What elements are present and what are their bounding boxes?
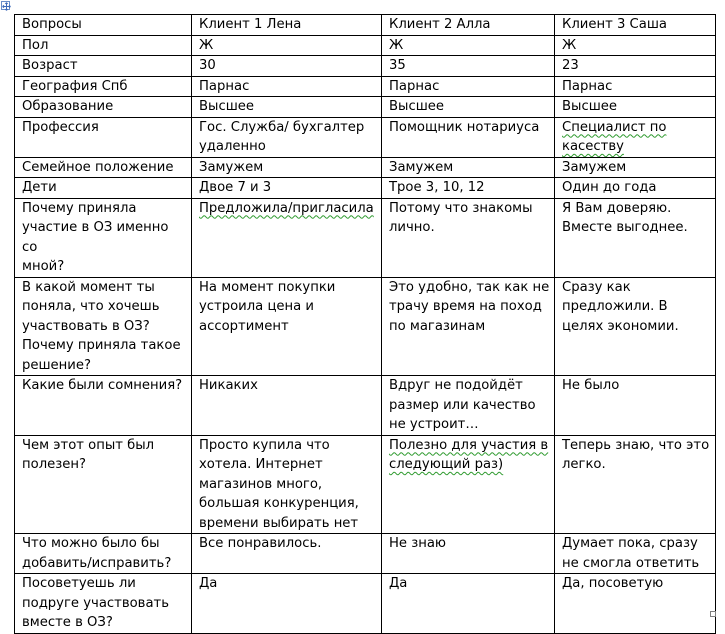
table-header-row: [15, 15, 716, 36]
table-row: [15, 198, 716, 277]
answer-cell[interactable]: Да: [192, 574, 382, 634]
answer-cell[interactable]: Я Вам доверяю. Вместе выгоднее.: [555, 198, 716, 277]
answer-cell[interactable]: Ж: [555, 35, 716, 56]
question-cell[interactable]: Посоветуешь ли подруге участвовать вместе в ОЗ?: [15, 574, 192, 634]
question-cell[interactable]: Почему приняла участие в ОЗ именно со мной?: [15, 198, 192, 277]
question-cell[interactable]: Образование: [15, 97, 192, 118]
answer-cell[interactable]: Полезно для участия в следующий раз): [382, 435, 555, 534]
answer-cell[interactable]: Гос. Служба/ бухгалтер удаленно: [192, 117, 382, 157]
answer-cell[interactable]: Никаких: [192, 376, 382, 436]
answer-cell[interactable]: Замужем: [555, 157, 716, 178]
header-cell-questions[interactable]: Вопросы: [15, 15, 192, 36]
table-row: [15, 178, 716, 199]
table-row: [15, 277, 716, 376]
answer-cell[interactable]: Думает пока, сразу не смогла ответить: [555, 534, 716, 574]
move-arrows-icon: [2, 2, 11, 11]
answer-cell[interactable]: Не знаю: [382, 534, 555, 574]
answer-cell[interactable]: Теперь знаю, что это легко.: [555, 435, 716, 534]
answer-cell[interactable]: Специалист по касеству: [555, 117, 716, 157]
table-row: [15, 35, 716, 56]
header-cell-client-1[interactable]: Клиент 1 Лена: [192, 15, 382, 36]
answer-cell[interactable]: Это удобно, так как не трачу время на поход по магазинам: [382, 277, 555, 376]
question-cell[interactable]: Что можно было бы добавить/исправить?: [15, 534, 192, 574]
answer-cell[interactable]: Трое 3, 10, 12: [382, 178, 555, 199]
answer-cell[interactable]: Замужем: [192, 157, 382, 178]
answer-cell[interactable]: 30: [192, 56, 382, 77]
answer-cell[interactable]: 23: [555, 56, 716, 77]
answer-cell[interactable]: Парнас: [192, 76, 382, 97]
table-row: [15, 76, 716, 97]
answer-cell[interactable]: Все понравилось.: [192, 534, 382, 574]
answer-cell[interactable]: Высшее: [192, 97, 382, 118]
answer-cell[interactable]: Да, посоветую: [555, 574, 716, 634]
question-cell[interactable]: Какие были сомнения?: [15, 376, 192, 436]
header-cell-client-2[interactable]: Клиент 2 Алла: [382, 15, 555, 36]
question-cell[interactable]: В какой момент ты поняла, что хочешь участвовать в ОЗ? Почему приняла такое решение?: [15, 277, 192, 376]
question-cell[interactable]: Пол: [15, 35, 192, 56]
table-row: [15, 157, 716, 178]
table-row: [15, 376, 716, 436]
answer-cell[interactable]: Парнас: [555, 76, 716, 97]
survey-table: [14, 14, 716, 634]
answer-cell[interactable]: Замужем: [382, 157, 555, 178]
question-cell[interactable]: География Спб: [15, 76, 192, 97]
table-row: [15, 534, 716, 574]
answer-cell[interactable]: Помощник нотариуса: [382, 117, 555, 157]
table-resize-handle[interactable]: [710, 611, 716, 617]
answer-cell[interactable]: Высшее: [382, 97, 555, 118]
answer-cell[interactable]: Просто купила что хотела. Интернет магазинов много, большая конкуренция, времени выбирать нет: [192, 435, 382, 534]
question-cell[interactable]: Возраст: [15, 56, 192, 77]
table-row: [15, 574, 716, 634]
answer-cell[interactable]: Вдруг не подойдёт размер или качество не устроит…: [382, 376, 555, 436]
table-row: [15, 117, 716, 157]
question-cell[interactable]: Профессия: [15, 117, 192, 157]
answer-cell[interactable]: Один до года: [555, 178, 716, 199]
answer-cell[interactable]: Ж: [382, 35, 555, 56]
answer-cell[interactable]: Да: [382, 574, 555, 634]
answer-cell[interactable]: Двое 7 и 3: [192, 178, 382, 199]
header-cell-client-3[interactable]: Клиент 3 Саша: [555, 15, 716, 36]
answer-cell[interactable]: На момент покупки устроила цена и ассортимент: [192, 277, 382, 376]
question-cell[interactable]: Семейное положение: [15, 157, 192, 178]
answer-cell[interactable]: Парнас: [382, 76, 555, 97]
question-cell[interactable]: Чем этот опыт был полезен?: [15, 435, 192, 534]
answer-cell[interactable]: Высшее: [555, 97, 716, 118]
table-row: [15, 56, 716, 77]
question-cell[interactable]: Дети: [15, 178, 192, 199]
table-row: [15, 97, 716, 118]
answer-cell[interactable]: Предложила/пригласила: [192, 198, 382, 277]
answer-cell[interactable]: Ж: [192, 35, 382, 56]
table-row: [15, 435, 716, 534]
answer-cell[interactable]: Сразу как предложили. В целях экономии.: [555, 277, 716, 376]
table-move-handle[interactable]: [1, 1, 10, 10]
answer-cell[interactable]: Не было: [555, 376, 716, 436]
answer-cell[interactable]: Потому что знакомы лично.: [382, 198, 555, 277]
answer-cell[interactable]: 35: [382, 56, 555, 77]
